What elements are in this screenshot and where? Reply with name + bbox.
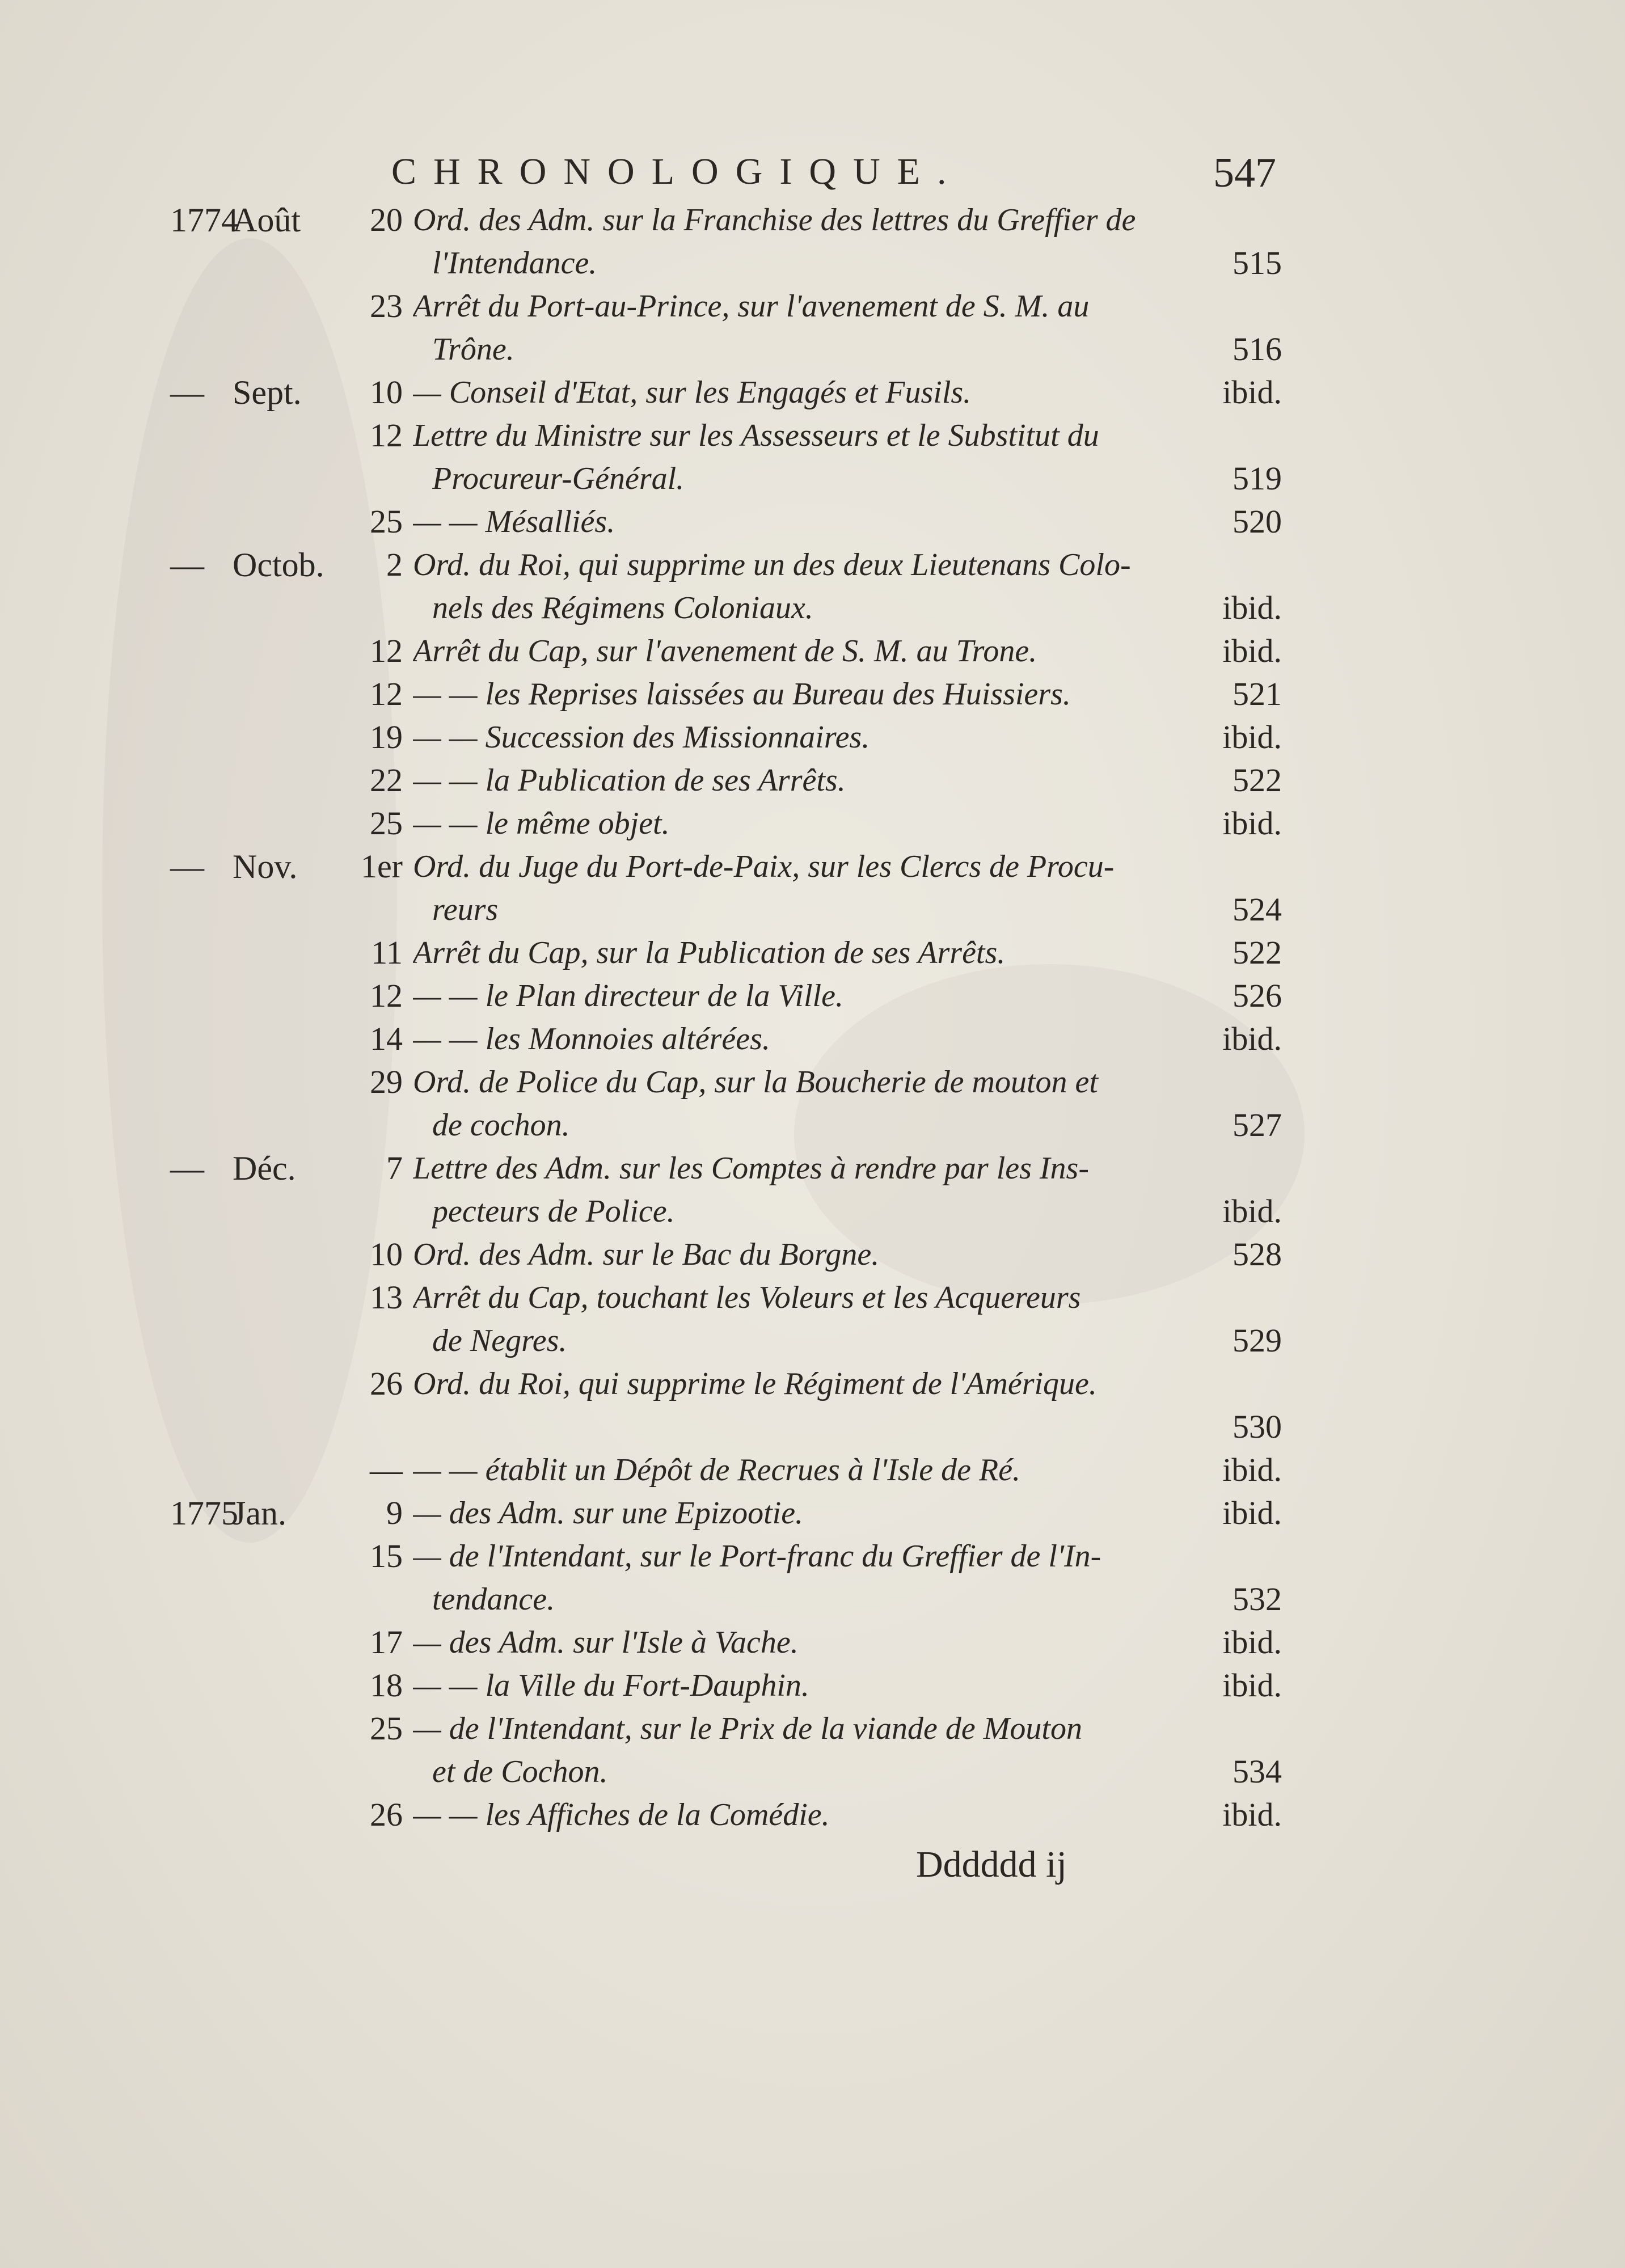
entry-year: 1774 bbox=[170, 201, 238, 239]
entry-day: 10 bbox=[370, 374, 403, 411]
entry-day: 13 bbox=[370, 1279, 403, 1316]
entry-page-reference: 527 bbox=[1233, 1106, 1282, 1143]
entry-day: 20 bbox=[370, 201, 403, 238]
entry-description: nels des Régimens Coloniaux. bbox=[432, 590, 813, 626]
entry-page-reference: ibid. bbox=[1222, 805, 1282, 842]
entry-page-reference: 530 bbox=[1233, 1408, 1282, 1445]
entry-description: Arrêt du Cap, touchant les Voleurs et les Acquereurs bbox=[413, 1280, 1081, 1315]
entry-description: Ord. des Adm. sur le Bac du Borgne. bbox=[413, 1237, 880, 1272]
entry-continuation-line bbox=[170, 1405, 1282, 1448]
entry-description: — — les Reprises laissées au Bureau des Huissiers. bbox=[413, 677, 1071, 712]
entry-description: — — les Monnoies altérées. bbox=[413, 1021, 770, 1057]
entry-month: Nov. bbox=[233, 848, 298, 885]
entry-day: — bbox=[370, 1451, 403, 1488]
entry-month: Déc. bbox=[233, 1150, 296, 1187]
entry-page-reference: 529 bbox=[1233, 1322, 1282, 1359]
entry-page-reference: 519 bbox=[1233, 460, 1282, 497]
entry-day: 23 bbox=[370, 288, 403, 324]
entry-description: reurs bbox=[432, 892, 499, 927]
entry-day: 9 bbox=[386, 1494, 403, 1531]
entry-row bbox=[170, 1061, 1282, 1104]
entry-page-reference: ibid. bbox=[1222, 719, 1282, 755]
entry-row bbox=[170, 543, 1282, 586]
entry-page-reference: 521 bbox=[1233, 675, 1282, 712]
entry-year: — bbox=[170, 374, 204, 411]
entry-day: 2 bbox=[386, 546, 403, 583]
entry-day: 1er bbox=[360, 848, 403, 885]
entry-day: 12 bbox=[370, 417, 403, 454]
entry-row bbox=[170, 1664, 1282, 1707]
entry-year: — bbox=[170, 848, 204, 885]
entry-row bbox=[170, 1362, 1282, 1405]
entry-description: Ord. du Roi, qui supprime le Régiment de l'Amérique. bbox=[413, 1366, 1097, 1401]
entry-day: 17 bbox=[370, 1624, 403, 1661]
entry-page-reference: ibid. bbox=[1222, 1451, 1282, 1488]
entry-page-reference: ibid. bbox=[1222, 589, 1282, 626]
entry-row bbox=[170, 371, 1282, 414]
entry-day: 10 bbox=[370, 1236, 403, 1273]
entry-description: — de l'Intendant, sur le Prix de la viande de Mouton bbox=[413, 1711, 1082, 1746]
entry-page-reference: 515 bbox=[1233, 244, 1282, 281]
entry-page-reference: 522 bbox=[1233, 762, 1282, 799]
entry-row bbox=[170, 1535, 1282, 1578]
entry-row bbox=[170, 1147, 1282, 1190]
entry-day: 25 bbox=[370, 503, 403, 540]
entry-description: Trône. bbox=[432, 332, 514, 367]
entry-page-reference: 528 bbox=[1233, 1236, 1282, 1273]
entry-page-reference: 522 bbox=[1233, 934, 1282, 971]
page-number: 547 bbox=[1213, 150, 1276, 196]
entry-month: Jan. bbox=[233, 1494, 286, 1532]
entry-row bbox=[170, 845, 1282, 888]
entry-day: 12 bbox=[370, 632, 403, 669]
entry-row bbox=[170, 500, 1282, 543]
entry-row bbox=[170, 285, 1282, 328]
entry-description: — — les Affiches de la Comédie. bbox=[413, 1797, 830, 1832]
entry-description: — — établit un Dépôt de Recrues à l'Isle de Ré. bbox=[413, 1452, 1021, 1488]
entry-page-reference: 534 bbox=[1233, 1753, 1282, 1790]
entry-description: Ord. du Roi, qui supprime un des deux Lieutenans Colo- bbox=[413, 547, 1131, 582]
entry-day: 12 bbox=[370, 977, 403, 1014]
entry-year: 1775 bbox=[170, 1494, 238, 1532]
entry-month: Octob. bbox=[233, 546, 324, 584]
entry-day: 22 bbox=[370, 762, 403, 799]
entry-row bbox=[170, 1492, 1282, 1535]
entry-page-reference: 520 bbox=[1233, 503, 1282, 540]
entry-row bbox=[170, 1276, 1282, 1319]
entry-day: 15 bbox=[370, 1538, 403, 1574]
entry-continuation-line bbox=[170, 888, 1282, 931]
entry-description: de Negres. bbox=[432, 1323, 567, 1358]
entry-row bbox=[170, 1793, 1282, 1836]
entry-page-reference: ibid. bbox=[1222, 1667, 1282, 1704]
entry-description: pecteurs de Police. bbox=[432, 1194, 675, 1229]
entry-row bbox=[170, 1448, 1282, 1492]
entry-row bbox=[170, 414, 1282, 457]
entry-year: — bbox=[170, 546, 204, 584]
entry-description: Arrêt du Port-au-Prince, sur l'avenement de S. M. au bbox=[413, 289, 1090, 324]
entry-day: 19 bbox=[370, 719, 403, 755]
entry-row bbox=[170, 1017, 1282, 1061]
entry-day: 18 bbox=[370, 1667, 403, 1704]
page-header bbox=[391, 139, 1276, 201]
entry-row bbox=[170, 802, 1282, 845]
entry-month: Août bbox=[233, 201, 301, 239]
entry-page-reference: ibid. bbox=[1222, 632, 1282, 669]
entry-page-reference: ibid. bbox=[1222, 1796, 1282, 1833]
entry-description: Arrêt du Cap, sur l'avenement de S. M. au Trone. bbox=[413, 633, 1037, 669]
entry-day: 26 bbox=[370, 1796, 403, 1833]
entry-row bbox=[170, 1621, 1282, 1664]
entry-description: Procureur-Général. bbox=[432, 461, 685, 496]
entry-page-reference: ibid. bbox=[1222, 1020, 1282, 1057]
entry-description: de cochon. bbox=[432, 1108, 570, 1143]
entry-day: 11 bbox=[371, 934, 403, 971]
entry-row bbox=[170, 630, 1282, 673]
entry-day: 25 bbox=[370, 805, 403, 842]
entry-day: 12 bbox=[370, 675, 403, 712]
entry-page-reference: ibid. bbox=[1222, 1193, 1282, 1230]
entry-description: tendance. bbox=[432, 1582, 555, 1617]
entry-day: 25 bbox=[370, 1710, 403, 1747]
entry-description: Arrêt du Cap, sur la Publication de ses Arrêts. bbox=[413, 935, 1006, 970]
entry-continuation-line bbox=[170, 1750, 1282, 1793]
entry-description: Lettre des Adm. sur les Comptes à rendre par les Ins- bbox=[413, 1151, 1089, 1186]
entry-page-reference: 532 bbox=[1233, 1581, 1282, 1617]
entry-row bbox=[170, 1707, 1282, 1750]
entry-row bbox=[170, 759, 1282, 802]
entry-month: Sept. bbox=[233, 374, 302, 411]
entry-row bbox=[170, 198, 1282, 242]
entry-continuation-line bbox=[170, 1190, 1282, 1233]
chronological-table bbox=[170, 198, 1282, 1836]
entry-description: — — le Plan directeur de la Ville. bbox=[413, 978, 843, 1013]
entry-description: Ord. de Police du Cap, sur la Boucherie de mouton et bbox=[413, 1065, 1098, 1100]
entry-description: — de l'Intendant, sur le Port-franc du Greffier de l'In- bbox=[413, 1539, 1101, 1574]
entry-row bbox=[170, 673, 1282, 716]
entry-row bbox=[170, 716, 1282, 759]
entry-page-reference: ibid. bbox=[1222, 1624, 1282, 1661]
entry-page-reference: 526 bbox=[1233, 977, 1282, 1014]
entry-day: 14 bbox=[370, 1020, 403, 1057]
entry-description: — — Mésalliés. bbox=[413, 504, 615, 539]
entry-row bbox=[170, 974, 1282, 1017]
entry-row bbox=[170, 1233, 1282, 1276]
running-title: CHRONOLOGIQUE. bbox=[391, 151, 964, 192]
entry-day: 29 bbox=[370, 1063, 403, 1100]
entry-description: et de Cochon. bbox=[432, 1754, 608, 1789]
entry-continuation-line bbox=[170, 457, 1282, 500]
entry-description: — des Adm. sur une Epizootie. bbox=[413, 1496, 804, 1531]
entry-description: — Conseil d'Etat, sur les Engagés et Fusils. bbox=[413, 375, 972, 410]
entry-row bbox=[170, 931, 1282, 974]
entry-description: — — Succession des Missionnaires. bbox=[413, 720, 870, 755]
entry-continuation-line bbox=[170, 586, 1282, 630]
entry-year: — bbox=[170, 1150, 204, 1187]
entry-description: Ord. des Adm. sur la Franchise des lettres du Greffier de bbox=[413, 202, 1136, 238]
entry-description: l'Intendance. bbox=[432, 246, 597, 281]
entry-continuation-line bbox=[170, 242, 1282, 285]
entry-description: Lettre du Ministre sur les Assesseurs et le Substitut du bbox=[413, 418, 1099, 453]
entry-continuation-line bbox=[170, 1578, 1282, 1621]
entry-page-reference: 516 bbox=[1233, 331, 1282, 368]
entry-continuation-line bbox=[170, 1104, 1282, 1147]
entry-description: — — la Publication de ses Arrêts. bbox=[413, 763, 846, 798]
entry-day: 26 bbox=[370, 1365, 403, 1402]
catchword: Dddddd ij bbox=[916, 1844, 1067, 1885]
entry-page-reference: 524 bbox=[1233, 891, 1282, 928]
entry-description: — — le même objet. bbox=[413, 806, 670, 841]
entry-day: 7 bbox=[386, 1150, 403, 1186]
entry-description: — — la Ville du Fort-Dauphin. bbox=[413, 1668, 809, 1703]
entry-description: — des Adm. sur l'Isle à Vache. bbox=[413, 1625, 799, 1660]
entry-page-reference: ibid. bbox=[1222, 1494, 1282, 1531]
entry-continuation-line bbox=[170, 1319, 1282, 1362]
entry-page-reference: ibid. bbox=[1222, 374, 1282, 411]
entry-continuation-line bbox=[170, 328, 1282, 371]
entry-description: Ord. du Juge du Port-de-Paix, sur les Clercs de Procu- bbox=[413, 849, 1115, 884]
